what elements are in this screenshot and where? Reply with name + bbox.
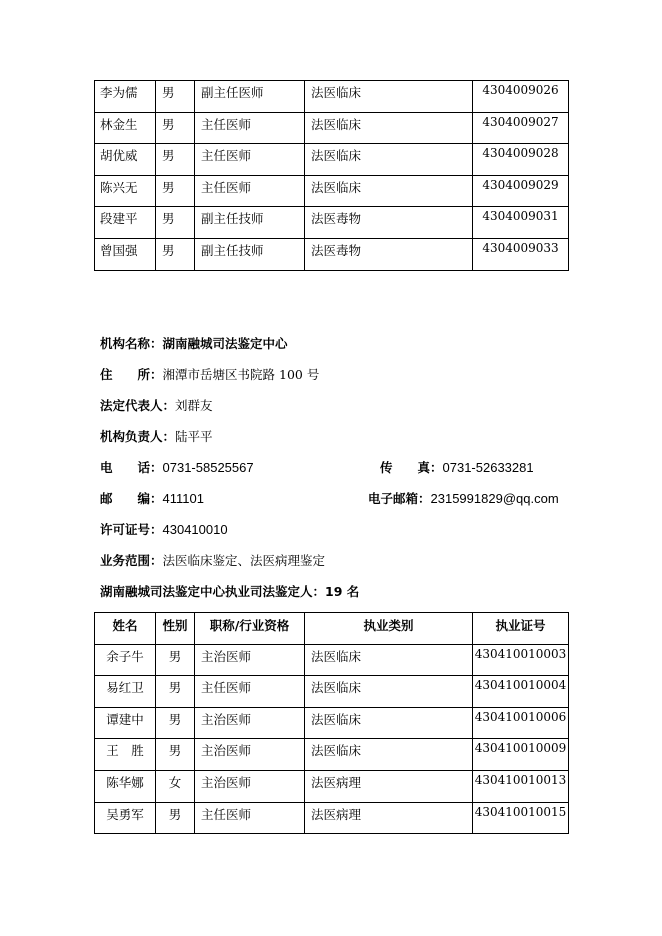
cell-gender: 男 (156, 238, 195, 270)
cell-title: 副主任医师 (195, 81, 305, 113)
staff-heading-line (100, 582, 359, 600)
cell-license: 430410010009 (473, 739, 569, 771)
postcode-line (100, 489, 204, 507)
cell-category: 法医毒物 (305, 207, 473, 239)
cell-title: 主治医师 (195, 707, 305, 739)
cell-gender: 男 (156, 644, 195, 676)
cell-category: 法医毒物 (305, 238, 473, 270)
head-line (100, 427, 213, 445)
cell-name: 李为儒 (95, 81, 156, 113)
cell-license: 4304009027 (473, 112, 569, 144)
legal-rep-line (100, 396, 213, 414)
table-row (95, 144, 569, 176)
cell-category: 法医病理 (305, 770, 473, 802)
scope-line (100, 551, 325, 569)
table-row (95, 644, 569, 676)
phone-value: 0731-58525567 (162, 460, 254, 475)
address-value: 湘潭市岳塘区书院路 100 号 (162, 367, 320, 382)
table-row (95, 238, 569, 270)
table-row (95, 112, 569, 144)
scope-value: 法医临床鉴定、法医病理鉴定 (162, 553, 326, 568)
table-header-row (95, 613, 569, 645)
postcode-value: 411101 (162, 491, 204, 506)
fax-line (380, 458, 534, 476)
table-row (95, 676, 569, 708)
cell-gender: 男 (156, 144, 195, 176)
cell-category: 法医临床 (305, 175, 473, 207)
header-title: 职称/行业资格 (195, 613, 305, 645)
cell-license: 430410010015 (473, 802, 569, 834)
head-value: 陆平平 (175, 429, 213, 444)
cell-license: 430410010013 (473, 770, 569, 802)
cell-name: 曾国强 (95, 238, 156, 270)
permit-label: 许可证号： (100, 522, 163, 537)
cell-gender: 女 (156, 770, 195, 802)
expert-table-top (94, 80, 569, 271)
cell-title: 主治医师 (195, 770, 305, 802)
phone-label: 电 话： (100, 460, 163, 475)
cell-name: 王 胜 (95, 739, 156, 771)
cell-name: 陈华娜 (95, 770, 156, 802)
cell-category: 法医临床 (305, 676, 473, 708)
cell-category: 法医临床 (305, 739, 473, 771)
table-row (95, 175, 569, 207)
cell-license: 4304009029 (473, 175, 569, 207)
cell-title: 副主任技师 (195, 238, 305, 270)
cell-gender: 男 (156, 175, 195, 207)
header-license: 执业证号 (473, 613, 569, 645)
expert-table-bottom (94, 612, 569, 834)
cell-name: 余子牛 (95, 644, 156, 676)
cell-name: 吴勇军 (95, 802, 156, 834)
address-label: 住 所： (100, 367, 163, 382)
permit-value: 430410010 (162, 522, 228, 537)
cell-title: 主任医师 (195, 144, 305, 176)
institution-name-value: 湖南融城司法鉴定中心 (162, 336, 288, 351)
cell-category: 法医临床 (305, 144, 473, 176)
cell-license: 430410010003 (473, 644, 569, 676)
postcode-label: 邮 编： (100, 491, 163, 506)
legal-rep-value: 刘群友 (175, 398, 213, 413)
cell-license: 4304009028 (473, 144, 569, 176)
email-label: 电子邮箱： (368, 491, 431, 506)
address-line (100, 365, 319, 383)
cell-gender: 男 (156, 802, 195, 834)
cell-gender: 男 (156, 676, 195, 708)
institution-name-line (100, 334, 288, 352)
email-value: 2315991829@qq.com (430, 491, 559, 506)
cell-gender: 男 (156, 81, 195, 113)
cell-category: 法医临床 (305, 112, 473, 144)
cell-name: 段建平 (95, 207, 156, 239)
cell-gender: 男 (156, 112, 195, 144)
cell-name: 林金生 (95, 112, 156, 144)
phone-line (100, 458, 254, 476)
cell-gender: 男 (156, 707, 195, 739)
cell-license: 4304009033 (473, 238, 569, 270)
cell-title: 主治医师 (195, 644, 305, 676)
cell-title: 主任医师 (195, 802, 305, 834)
cell-gender: 男 (156, 207, 195, 239)
cell-title: 主任医师 (195, 676, 305, 708)
cell-title: 副主任技师 (195, 207, 305, 239)
cell-name: 陈兴无 (95, 175, 156, 207)
table-row (95, 802, 569, 834)
table-row (95, 707, 569, 739)
table-row (95, 81, 569, 113)
cell-license: 4304009031 (473, 207, 569, 239)
cell-category: 法医病理 (305, 802, 473, 834)
header-gender: 性别 (156, 613, 195, 645)
cell-title: 主任医师 (195, 112, 305, 144)
cell-name: 胡优威 (95, 144, 156, 176)
cell-license: 430410010004 (473, 676, 569, 708)
staff-heading: 湖南融城司法鉴定中心执业司法鉴定人：19 名 (100, 584, 360, 599)
cell-title: 主治医师 (195, 739, 305, 771)
table-row (95, 207, 569, 239)
email-line (368, 489, 559, 507)
table-row (95, 770, 569, 802)
cell-license: 430410010006 (473, 707, 569, 739)
cell-category: 法医临床 (305, 707, 473, 739)
cell-title: 主任医师 (195, 175, 305, 207)
permit-line (100, 520, 228, 538)
head-label: 机构负责人： (100, 429, 176, 444)
cell-name: 谭建中 (95, 707, 156, 739)
fax-value: 0731-52633281 (442, 460, 534, 475)
cell-gender: 男 (156, 739, 195, 771)
cell-category: 法医临床 (305, 644, 473, 676)
cell-category: 法医临床 (305, 81, 473, 113)
header-name: 姓名 (95, 613, 156, 645)
table-row (95, 739, 569, 771)
scope-label: 业务范围： (100, 553, 163, 568)
legal-rep-label: 法定代表人： (100, 398, 176, 413)
institution-name-label: 机构名称： (100, 336, 163, 351)
cell-name: 易红卫 (95, 676, 156, 708)
cell-license: 4304009026 (473, 81, 569, 113)
fax-label: 传 真： (380, 460, 443, 475)
header-category: 执业类别 (305, 613, 473, 645)
